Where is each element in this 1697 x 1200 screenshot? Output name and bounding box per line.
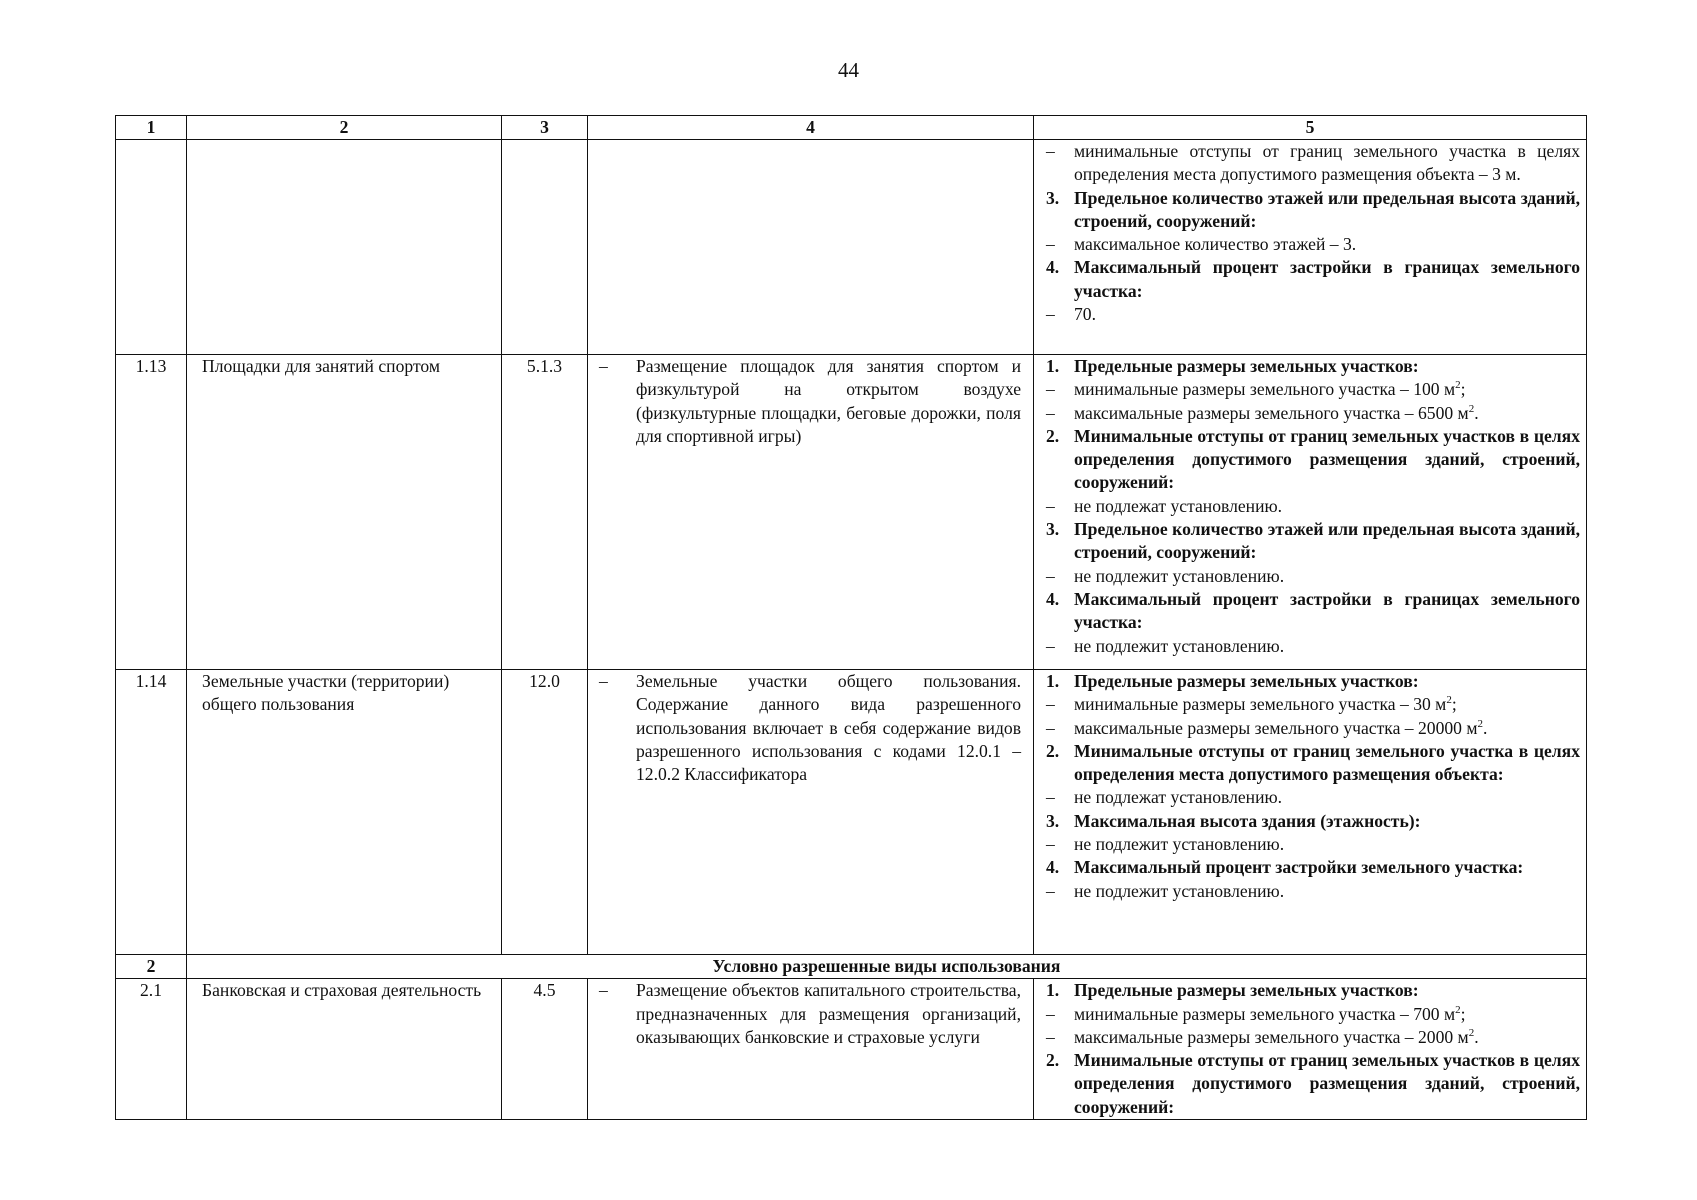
parameter-heading (1046, 187, 1580, 234)
parameter-text (1074, 880, 1580, 903)
row-number-cell (116, 140, 187, 355)
parameter-text-main: 70. (1074, 304, 1096, 325)
description-text: Размещение объектов капитального строительства, предназначенных для размещения организаций, оказывающих банковские и страховые услуги (636, 980, 1021, 1047)
parameter-value (1046, 140, 1580, 187)
parameter-text (1074, 425, 1580, 495)
code-cell (502, 140, 588, 355)
list-marker: 1. (1046, 356, 1060, 376)
parameter-text-main: Минимальные отступы от границ земельных участков в целях определения допустимого размещения зданий, строений, сооружений: (1074, 1050, 1580, 1117)
parameters-cell (1034, 670, 1587, 955)
code-cell: 5.1.3 (502, 355, 588, 670)
list-marker: – (1046, 304, 1055, 325)
column-header: 4 (588, 116, 1034, 140)
table-row (116, 140, 1587, 355)
parameter-heading (1046, 1049, 1580, 1119)
parameter-text (1074, 187, 1580, 234)
parameter-text (1074, 378, 1580, 401)
parameter-text-main: минимальные отступы от границ земельного участка в целях определения места допустимого размещения объекта – 3 м. (1074, 141, 1580, 185)
parameter-text (1074, 833, 1580, 856)
parameter-heading (1046, 588, 1580, 635)
list-marker: 4. (1046, 588, 1060, 609)
superscript: 2 (1455, 379, 1461, 392)
use-name-cell: Площадки для занятий спортом (187, 355, 502, 670)
list-marker: 2. (1046, 1050, 1060, 1071)
parameter-text (1074, 355, 1580, 378)
dash-marker: – (599, 356, 608, 376)
list-marker: 3. (1046, 187, 1060, 208)
parameters-cell (1034, 140, 1587, 355)
row-number-cell: 1.13 (116, 355, 187, 670)
list-marker: 1. (1046, 671, 1060, 691)
regulations-table (115, 115, 1587, 1120)
parameter-text (1074, 495, 1580, 518)
table-body-conditional (116, 979, 1587, 1120)
parameter-value (1046, 303, 1580, 326)
description-item (596, 670, 1021, 786)
parameter-text-main: максимальные размеры земельного участка – 20000 м (1074, 717, 1478, 738)
parameter-text (1074, 402, 1580, 425)
column-header: 5 (1034, 116, 1587, 140)
parameter-value (1046, 635, 1580, 658)
list-marker: – (1046, 379, 1055, 400)
use-name-cell (187, 140, 502, 355)
superscript: 2 (1477, 717, 1483, 730)
list-marker: – (1046, 565, 1055, 586)
parameter-text (1074, 1003, 1580, 1026)
parameter-heading (1046, 256, 1580, 303)
parameter-value (1046, 402, 1580, 425)
parameter-heading (1046, 810, 1580, 833)
column-header: 1 (116, 116, 187, 140)
table-row (116, 979, 1587, 1120)
section-title: Условно разрешенные виды использования (187, 955, 1587, 979)
parameter-heading (1046, 856, 1580, 879)
parameter-text-main: максимальные размеры земельного участка – 6500 м (1074, 402, 1469, 423)
parameter-value (1046, 233, 1580, 256)
table-row (116, 355, 1587, 670)
description-cell (588, 140, 1034, 355)
superscript: 2 (1468, 1026, 1475, 1039)
table-body-section (116, 955, 1587, 979)
parameter-text (1074, 979, 1580, 1002)
column-header: 2 (187, 116, 502, 140)
parameter-text-main: не подлежит установлению. (1074, 635, 1285, 656)
column-header: 3 (502, 116, 588, 140)
parameter-heading (1046, 670, 1580, 693)
parameter-text-main: не подлежат установлению. (1074, 787, 1283, 808)
parameters-cell (1034, 355, 1587, 670)
superscript: 2 (1455, 1003, 1461, 1016)
parameter-text (1074, 693, 1580, 716)
parameter-text-main: Предельное количество этажей или предельная высота зданий, строений, сооружений: (1074, 187, 1580, 231)
superscript: 2 (1468, 402, 1475, 415)
dash-marker: – (599, 980, 608, 1001)
list-marker: – (1046, 1003, 1055, 1024)
list-marker: 4. (1046, 257, 1060, 278)
section-row (116, 955, 1587, 979)
parameter-text-main: Предельные размеры земельных участков: (1074, 980, 1419, 1001)
parameter-text (1074, 856, 1580, 879)
list-marker: – (1046, 1026, 1055, 1047)
parameters-cell (1034, 979, 1587, 1120)
parameter-text (1074, 518, 1580, 565)
parameter-text-main: Максимальный процент застройки в границах земельного участка: (1074, 588, 1580, 633)
list-marker: – (1046, 234, 1055, 255)
list-marker: – (1046, 141, 1055, 161)
list-marker: 3. (1046, 810, 1060, 831)
parameter-text-tail: ; (1451, 694, 1457, 715)
row-number-cell: 2.1 (116, 979, 187, 1120)
parameter-heading (1046, 518, 1580, 565)
parameter-value (1046, 378, 1580, 401)
superscript: 2 (1446, 694, 1452, 707)
parameter-text-main: минимальные размеры земельного участка – 30 м (1074, 694, 1447, 715)
table-row (116, 670, 1587, 955)
code-cell: 4.5 (502, 979, 588, 1120)
parameter-text-main: минимальные размеры земельного участка – 100 м (1074, 379, 1456, 400)
parameter-text (1074, 256, 1580, 303)
parameter-value (1046, 693, 1580, 716)
list-marker: 1. (1046, 980, 1060, 1001)
list-marker: – (1046, 635, 1055, 656)
list-marker: 4. (1046, 857, 1060, 878)
parameter-text-main: Минимальные отступы от границ земельных участков в целях определения допустимого размещения зданий, строений, сооружений: (1074, 425, 1580, 493)
parameter-text (1074, 1026, 1580, 1049)
description-cell (588, 355, 1034, 670)
page-number: 44 (838, 58, 859, 82)
parameter-value (1046, 1003, 1580, 1026)
parameter-text-main: Предельное количество этажей или предельная высота зданий, строений, сооружений: (1074, 519, 1580, 563)
parameter-text-main: не подлежит установлению. (1074, 834, 1285, 855)
description-item (596, 355, 1021, 448)
parameter-text (1074, 588, 1580, 635)
use-name-cell: Банковская и страховая деятельность (187, 979, 502, 1120)
parameter-value (1046, 717, 1580, 740)
parameter-text-tail: ; (1460, 1003, 1466, 1024)
parameter-heading (1046, 355, 1580, 378)
parameter-text (1074, 786, 1580, 809)
parameter-text (1074, 233, 1580, 256)
parameter-text-main: Максимальный процент застройки в границах земельного участка: (1074, 257, 1580, 301)
parameter-text-tail: . (1474, 1026, 1479, 1047)
list-marker: – (1046, 880, 1055, 901)
list-marker: – (1046, 717, 1055, 738)
use-name-cell: Земельные участки (территории) общего пользования (187, 670, 502, 955)
code-cell: 12.0 (502, 670, 588, 955)
list-marker: 3. (1046, 519, 1060, 540)
parameter-text-main: Максимальный процент застройки земельного участка: (1074, 857, 1524, 878)
parameter-text-main: минимальные размеры земельного участка – 700 м (1074, 1003, 1456, 1024)
row-number-cell: 1.14 (116, 670, 187, 955)
table-header-row (116, 116, 1587, 140)
list-marker: – (1046, 402, 1055, 423)
list-marker: – (1046, 694, 1055, 715)
parameter-text (1074, 565, 1580, 588)
parameter-heading (1046, 740, 1580, 787)
parameter-text-tail: ; (1460, 379, 1466, 400)
parameter-heading (1046, 979, 1580, 1002)
table-body-main (116, 140, 1587, 955)
parameter-value (1046, 565, 1580, 588)
parameter-text (1074, 635, 1580, 658)
parameter-text (1074, 140, 1580, 187)
parameter-text (1074, 670, 1580, 693)
parameter-text (1074, 303, 1580, 326)
parameter-text (1074, 740, 1580, 787)
parameter-text (1074, 1049, 1580, 1119)
description-item (596, 979, 1021, 1049)
description-cell (588, 670, 1034, 955)
parameter-text-main: максимальное количество этажей – 3. (1074, 234, 1357, 255)
parameter-text (1074, 717, 1580, 740)
list-marker: – (1046, 495, 1055, 516)
parameter-text-tail: . (1474, 402, 1479, 423)
parameter-text-tail: . (1483, 717, 1488, 738)
parameter-value (1046, 786, 1580, 809)
dash-marker: – (599, 671, 608, 691)
parameter-text-main: Минимальные отступы от границ земельного участка в целях определения места допустимого размещения объекта: (1074, 740, 1580, 785)
parameter-heading (1046, 425, 1580, 495)
parameter-text-main: не подлежит установлению. (1074, 880, 1285, 901)
parameter-value (1046, 880, 1580, 903)
parameter-text-main: Предельные размеры земельных участков: (1074, 356, 1419, 376)
parameter-text-main: не подлежит установлению. (1074, 565, 1285, 586)
parameter-text (1074, 810, 1580, 833)
parameter-text-main: Предельные размеры земельных участков: (1074, 671, 1419, 691)
parameter-text-main: максимальные размеры земельного участка – 2000 м (1074, 1026, 1469, 1047)
list-marker: 2. (1046, 740, 1060, 761)
description-cell (588, 979, 1034, 1120)
parameter-value (1046, 495, 1580, 518)
list-marker: – (1046, 787, 1055, 808)
list-marker: – (1046, 834, 1055, 855)
description-text: Земельные участки общего пользования. Содержание данного вида разрешенного использования включает в себя содержание видов разрешенного использования с кодами 12.0.1 – 12.0.2 Классификатора (636, 671, 1021, 785)
section-number: 2 (116, 955, 187, 979)
list-marker: 2. (1046, 425, 1060, 446)
parameter-text-main: не подлежат установлению. (1074, 495, 1283, 516)
description-text: Размещение площадок для занятия спортом и физкультурой на открытом воздухе (физкультурные площадки, беговые дорожки, поля для спортивной игры) (636, 356, 1021, 446)
parameter-value (1046, 1026, 1580, 1049)
parameter-text-main: Максимальная высота здания (этажность): (1074, 810, 1421, 831)
parameter-value (1046, 833, 1580, 856)
